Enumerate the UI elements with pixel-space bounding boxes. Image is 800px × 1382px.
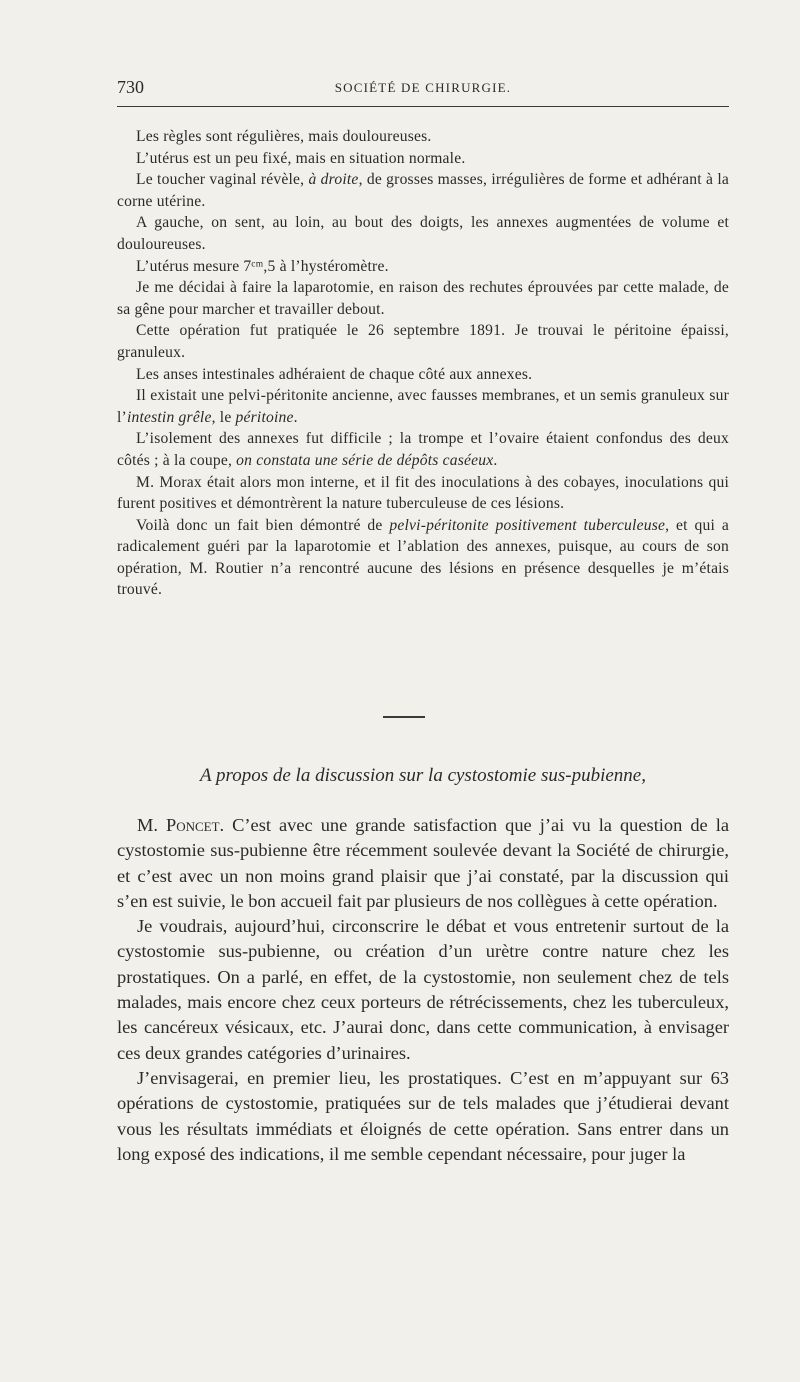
- running-title: SOCIÉTÉ DE CHIRURGIE.: [334, 80, 512, 95]
- paragraph: Cette opération fut pratiquée le 26 septembre 1891. Je trouvai le péritoine épaissi, granuleux.: [117, 322, 729, 361]
- paragraph: Je voudrais, aujourd’hui, circonscrire le débat et vous entretenir surtout de la cystostomie sus-pubienne, ou création d’un urètre contre nature chez les prostatiques. On a parlé, en effet, de la cystostomie, non seulement chez de tels malades, mais encore chez ceux porteurs de rétrécissements, chez les tuberculeux, les cancéreux vésicaux, etc. J’aurai donc, dans cette communication, à envisager ces deux grandes catégories d’urinaires.: [117, 916, 729, 1063]
- italic-text: on constata une série de dépôts caséeux: [236, 451, 494, 469]
- paragraph: L’isolement des annexes fut difficile ; la trompe et l’ovaire étaient confondus des deux côtés ; à la coupe, on constata une série de dépôts caséeux.: [117, 430, 729, 469]
- paragraph: Les règles sont régulières, mais douloureuses.: [136, 128, 432, 145]
- paragraph: M. Morax était alors mon interne, et il fit des inoculations à des cobayes, inoculations qui furent positives et démontrèrent la nature tuberculeuse de ces lésions.: [117, 473, 729, 513]
- italic-text: à droite: [308, 171, 359, 189]
- discussion-text: [117, 813, 729, 1167]
- header-rule: [117, 106, 729, 107]
- page-number: 730: [117, 77, 144, 97]
- speaker-name: M. Poncet.: [137, 815, 225, 835]
- paragraph: L’utérus est un peu fixé, mais en situation normale.: [136, 149, 466, 167]
- paragraph: Les anses intestinales adhéraient de chaque côté aux annexes.: [136, 365, 533, 383]
- italic-text: péritoine: [235, 408, 294, 426]
- paragraph: Je me décidai à faire la laparotomie, en raison des rechutes éprouvées par cette malade, de sa gêne pour marcher et travailler debout.: [117, 279, 729, 318]
- paragraph: A gauche, on sent, au loin, au bout des doigts, les annexes augmentées de volume et douloureuses.: [117, 214, 729, 253]
- paragraph: L’utérus mesure 7ᶜᵐ,5 à l’hystéromètre.: [136, 257, 389, 275]
- paragraph: Voilà donc un fait bien démontré de pelvi-péritonite positivement tuberculeuse, et qui a radicalement guéri par la laparotomie et l’ablation des annexes, puisque, au cours de son opération, M. Routier n’a rencontré aucune des lésions en présence desquelles je m’étais trouvé.: [117, 516, 729, 599]
- page-header: [117, 77, 729, 101]
- section-title: A propos de la discussion sur la cystostomie sus-pubienne,: [200, 765, 646, 786]
- paragraph: J’envisagerai, en premier lieu, les prostatiques. C’est en m’appuyant sur 63 opérations de cystostomie, pratiquées sur de tels malades que j’étudierai devant vous les résultats immédiats et éloignés de cette opération. Sans entrer dans un long exposé des indications, il me semble cependant nécessaire, pour juger la: [117, 1067, 729, 1164]
- italic-text: pelvi-péritonite positivement tuberculeuse: [389, 516, 666, 534]
- italic-text: intestin grêle: [126, 408, 212, 426]
- paragraph: M. Poncet. C’est avec une grande satisfaction que j’ai vu la question de la cystostomie sus-pubienne être récemment soulevée devant la Société de chirurgie, et c’est avec un non moins grand plaisir que j’ai constaté, par la discussion qui s’en est suivie, le bon accueil fait par plusieurs de nos collègues à cette opération.: [117, 815, 729, 911]
- section-separator: [383, 716, 425, 718]
- paragraph: Le toucher vaginal révèle, à droite, de grosses masses, irrégulières de forme et adhérant à la corne utérine.: [117, 171, 730, 210]
- paragraph: Il existait une pelvi-péritonite ancienne, avec fausses membranes, et un semis granuleux sur l’intestin grêle, le péritoine.: [117, 387, 729, 426]
- case-report-text: [117, 126, 729, 601]
